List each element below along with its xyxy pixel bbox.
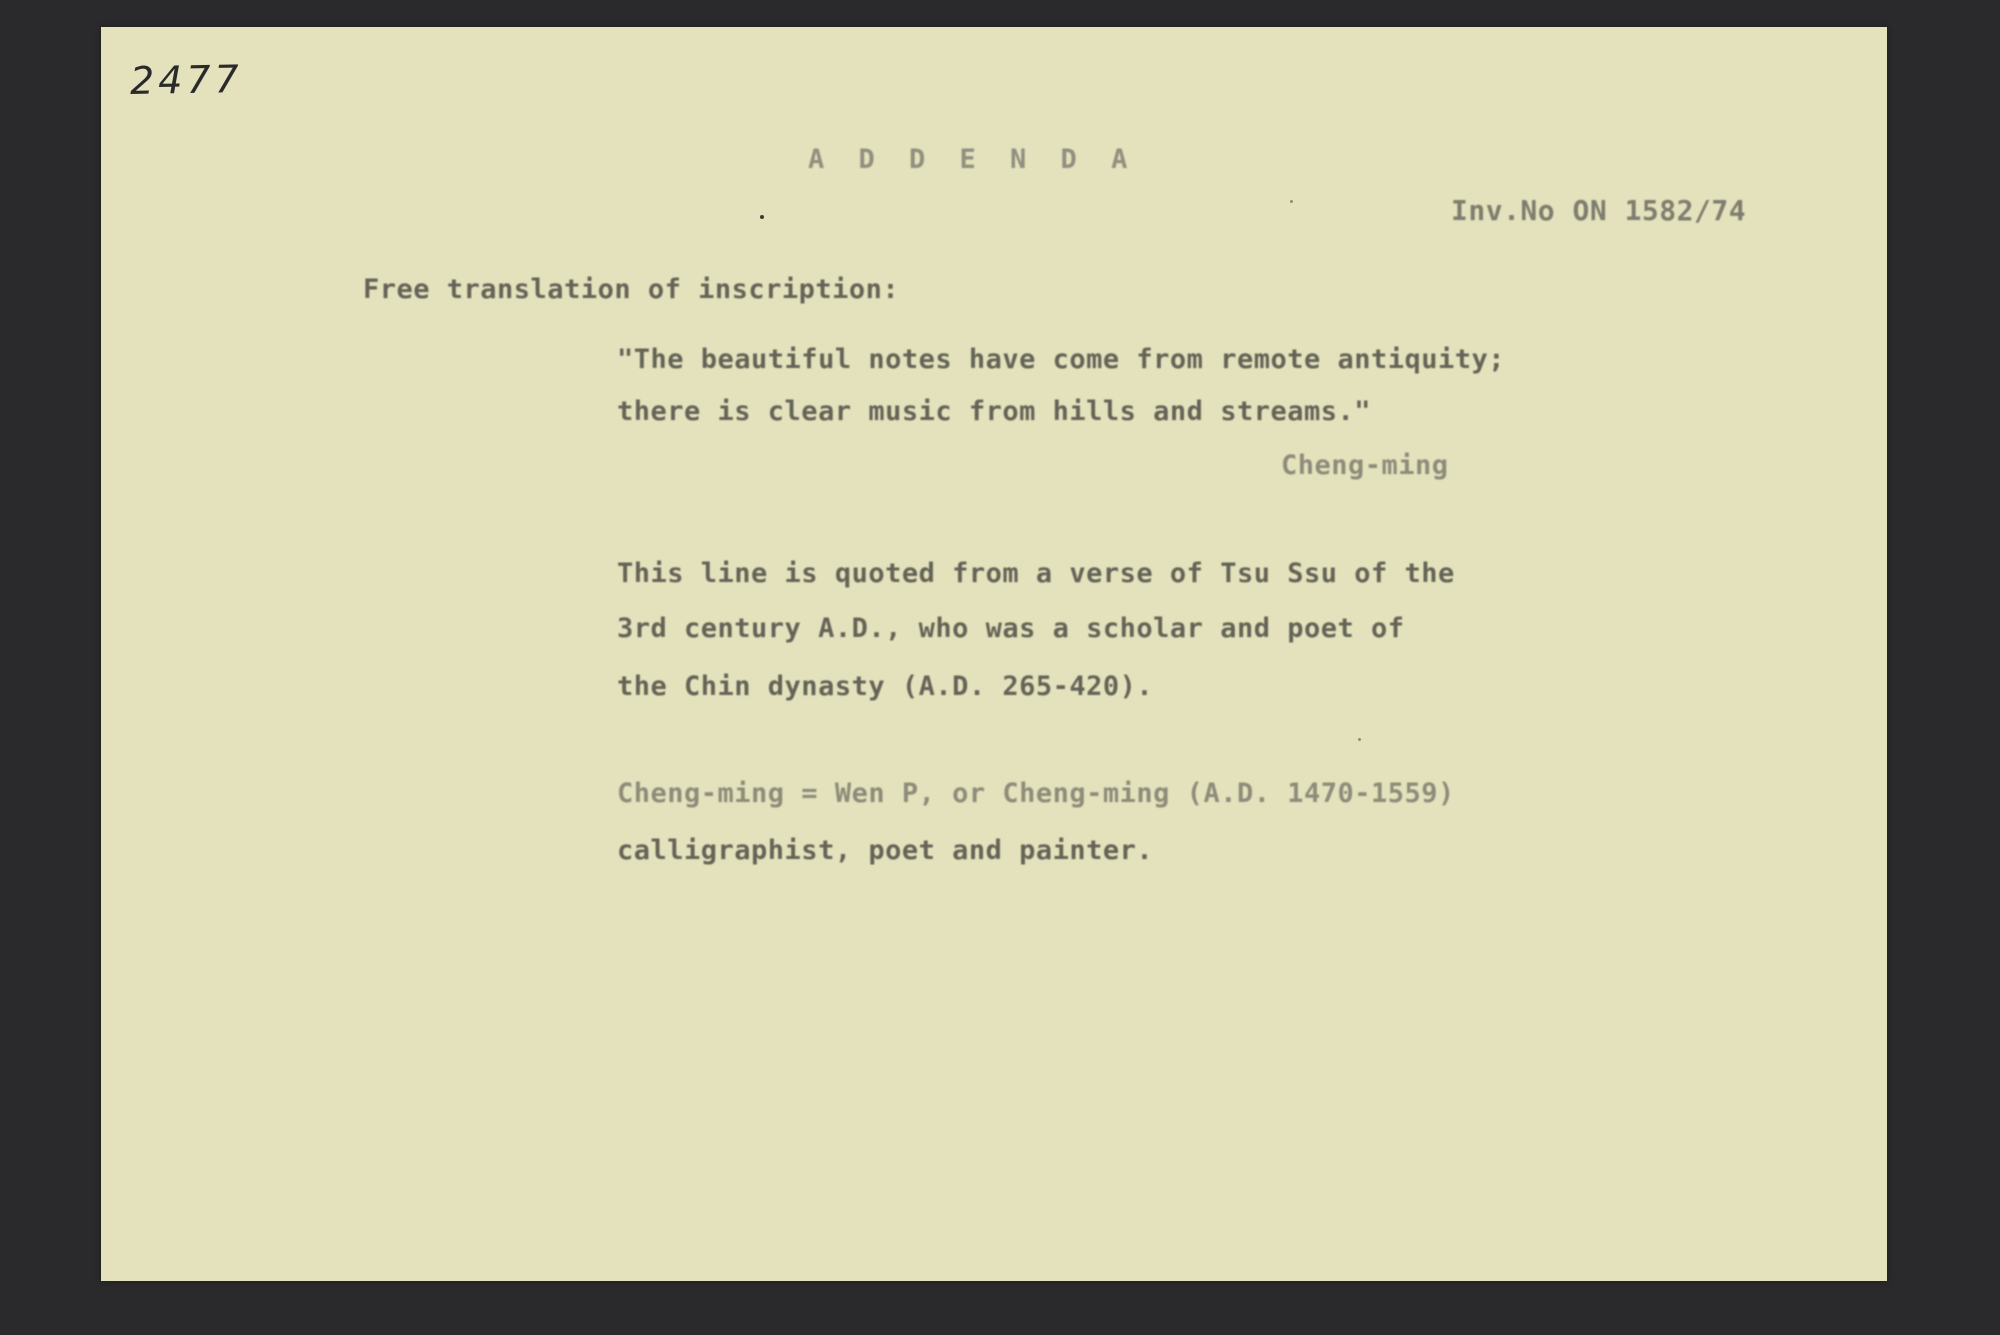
note2-line-1: Cheng-ming = Wen P, or Cheng-ming (A.D. 1470-1559) [617, 778, 1455, 809]
handwritten-catalog-number: 2477 [129, 57, 244, 103]
note1-line-2: 3rd century A.D., who was a scholar and poet of [617, 613, 1405, 644]
quote-line-1: "The beautiful notes have come from remote antiquity; [617, 344, 1506, 375]
addenda-heading: A D D E N D A [808, 144, 1137, 175]
paper-speck [1358, 738, 1361, 741]
intro-line: Free translation of inscription: [363, 274, 900, 305]
quote-attribution: Cheng-ming [1281, 450, 1449, 481]
paper-speck [760, 215, 764, 219]
paper-speck [1290, 200, 1293, 203]
note1-line-1: This line is quoted from a verse of Tsu Ssu of the [617, 558, 1455, 589]
inventory-number: Inv.No ON 1582/74 [1451, 194, 1747, 227]
quote-line-2: there is clear music from hills and streams." [617, 396, 1371, 427]
note2-line-2: calligraphist, poet and painter. [617, 835, 1154, 866]
note1-line-3: the Chin dynasty (A.D. 265-420). [617, 671, 1154, 702]
